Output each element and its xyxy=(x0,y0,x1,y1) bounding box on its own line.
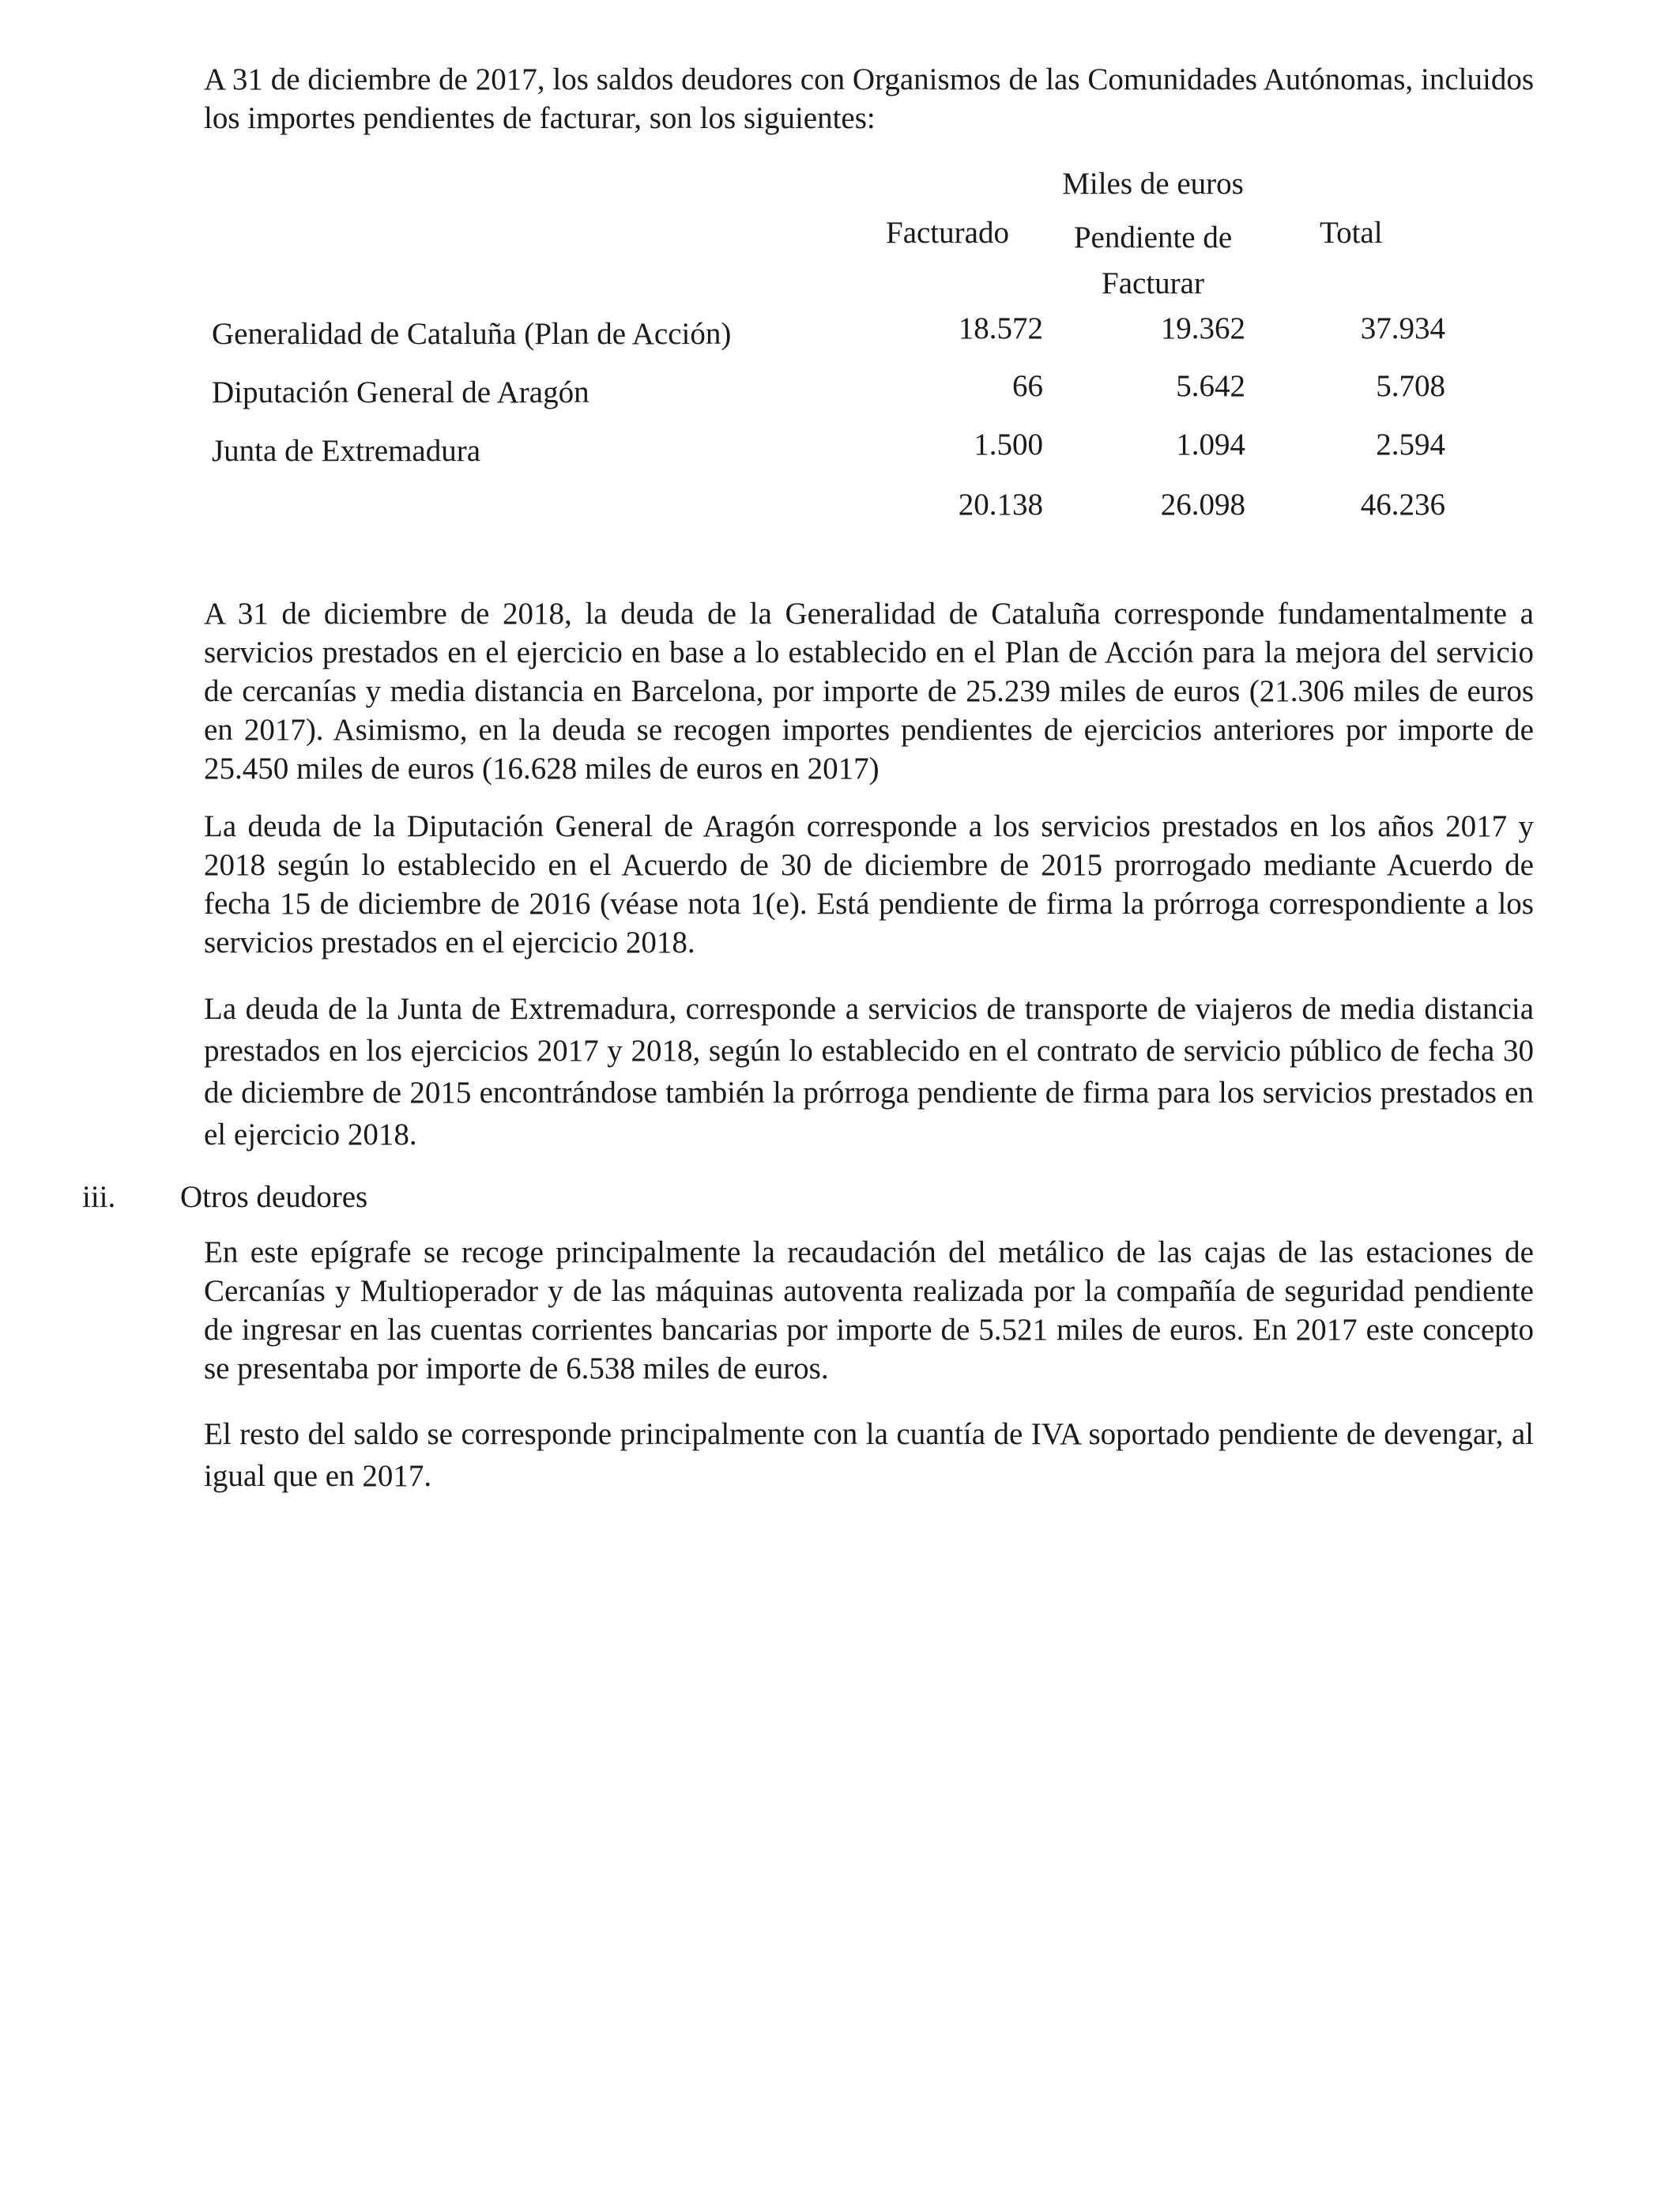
cell-total: 5.708 xyxy=(1376,369,1445,403)
paragraph-recaudacion: En este epígrafe se recoge principalmente la recaudación del metálico de las cajas de las estaciones de Cercanías y Multioperador y de las máquinas autoventa realizada por la compañía de seguridad pendiente de ingresar en las cuentas corrientes bancarias por importe de 5.521 miles de euros. En 2017 este concepto se presentaba por importe de 6.538 miles de euros. xyxy=(204,1235,1534,1385)
column-header-total: Total xyxy=(1320,216,1383,250)
paragraph-iva: El resto del saldo se corresponde principalmente con la cuantía de IVA soportado pendiente de devengar, al igual que en 2017. xyxy=(204,1417,1534,1493)
cell-facturado: 1.500 xyxy=(974,428,1043,462)
total-total: 46.236 xyxy=(1360,488,1445,522)
total-pendiente: 26.098 xyxy=(1160,488,1245,522)
column-header-pendiente: Pendiente de Facturar xyxy=(1073,221,1233,300)
cell-total: 37.934 xyxy=(1360,311,1445,345)
cell-total: 2.594 xyxy=(1376,428,1445,462)
paragraph-aragon: La deuda de la Diputación General de Aragón corresponde a los servicios prestados en los años 2017 y 2018 según lo establecido en el Acuerdo de 30 de diciembre de 2015 prorrogado mediante Acuerdo de fecha 15 de diciembre de 2016 (véase nota 1(e). Está pendiente de firma la prórroga correspondiente a los servicios prestados en el ejercicio 2018. xyxy=(204,809,1534,959)
cell-pendiente: 1.094 xyxy=(1176,428,1245,462)
column-header-facturado: Facturado xyxy=(886,216,1009,250)
cell-facturado: 18.572 xyxy=(958,311,1043,345)
section-title: Otros deudores xyxy=(180,1180,368,1214)
paragraph-extremadura: La deuda de la Junta de Extremadura, corresponde a servicios de transporte de viajeros de media distancia prestados en los ejercicios 2017 y 2018, según lo establecido en el contrato de servicio público de fecha 30 de diciembre de 2015 encontrándose también la prórroga pendiente de firma para los servicios prestados en el ejercicio 2018. xyxy=(204,992,1534,1152)
paragraph-cataluna: A 31 de diciembre de 2018, la deuda de la Generalidad de Cataluña corresponde fundamentalmente a servicios prestados en el ejercicio en base a lo establecido en el Plan de Acción para la mejora del servicio de cercanías y media distancia en Barcelona, por importe de 25.239 miles de euros (21.306 miles de euros en 2017). Asimismo, en la deuda se recogen importes pendientes de ejercicios anteriores por importe de 25.450 miles de euros (16.628 miles de euros en 2017) xyxy=(204,597,1534,786)
row-label: Diputación General de Aragón xyxy=(212,375,590,409)
row-label: Generalidad de Cataluña (Plan de Acción) xyxy=(212,317,732,351)
row-label: Junta de Extremadura xyxy=(212,434,481,468)
total-facturado: 20.138 xyxy=(958,488,1043,522)
cell-pendiente: 19.362 xyxy=(1160,311,1245,345)
intro-paragraph: A 31 de diciembre de 2017, los saldos deudores con Organismos de las Comunidades Autónomas, incluidos los importes pendientes de facturar, son los siguientes: xyxy=(204,62,1534,135)
cell-facturado: 66 xyxy=(1012,369,1043,403)
table-unit-header: Miles de euros xyxy=(1062,167,1244,201)
section-number: iii. xyxy=(82,1180,116,1214)
cell-pendiente: 5.642 xyxy=(1176,369,1245,403)
